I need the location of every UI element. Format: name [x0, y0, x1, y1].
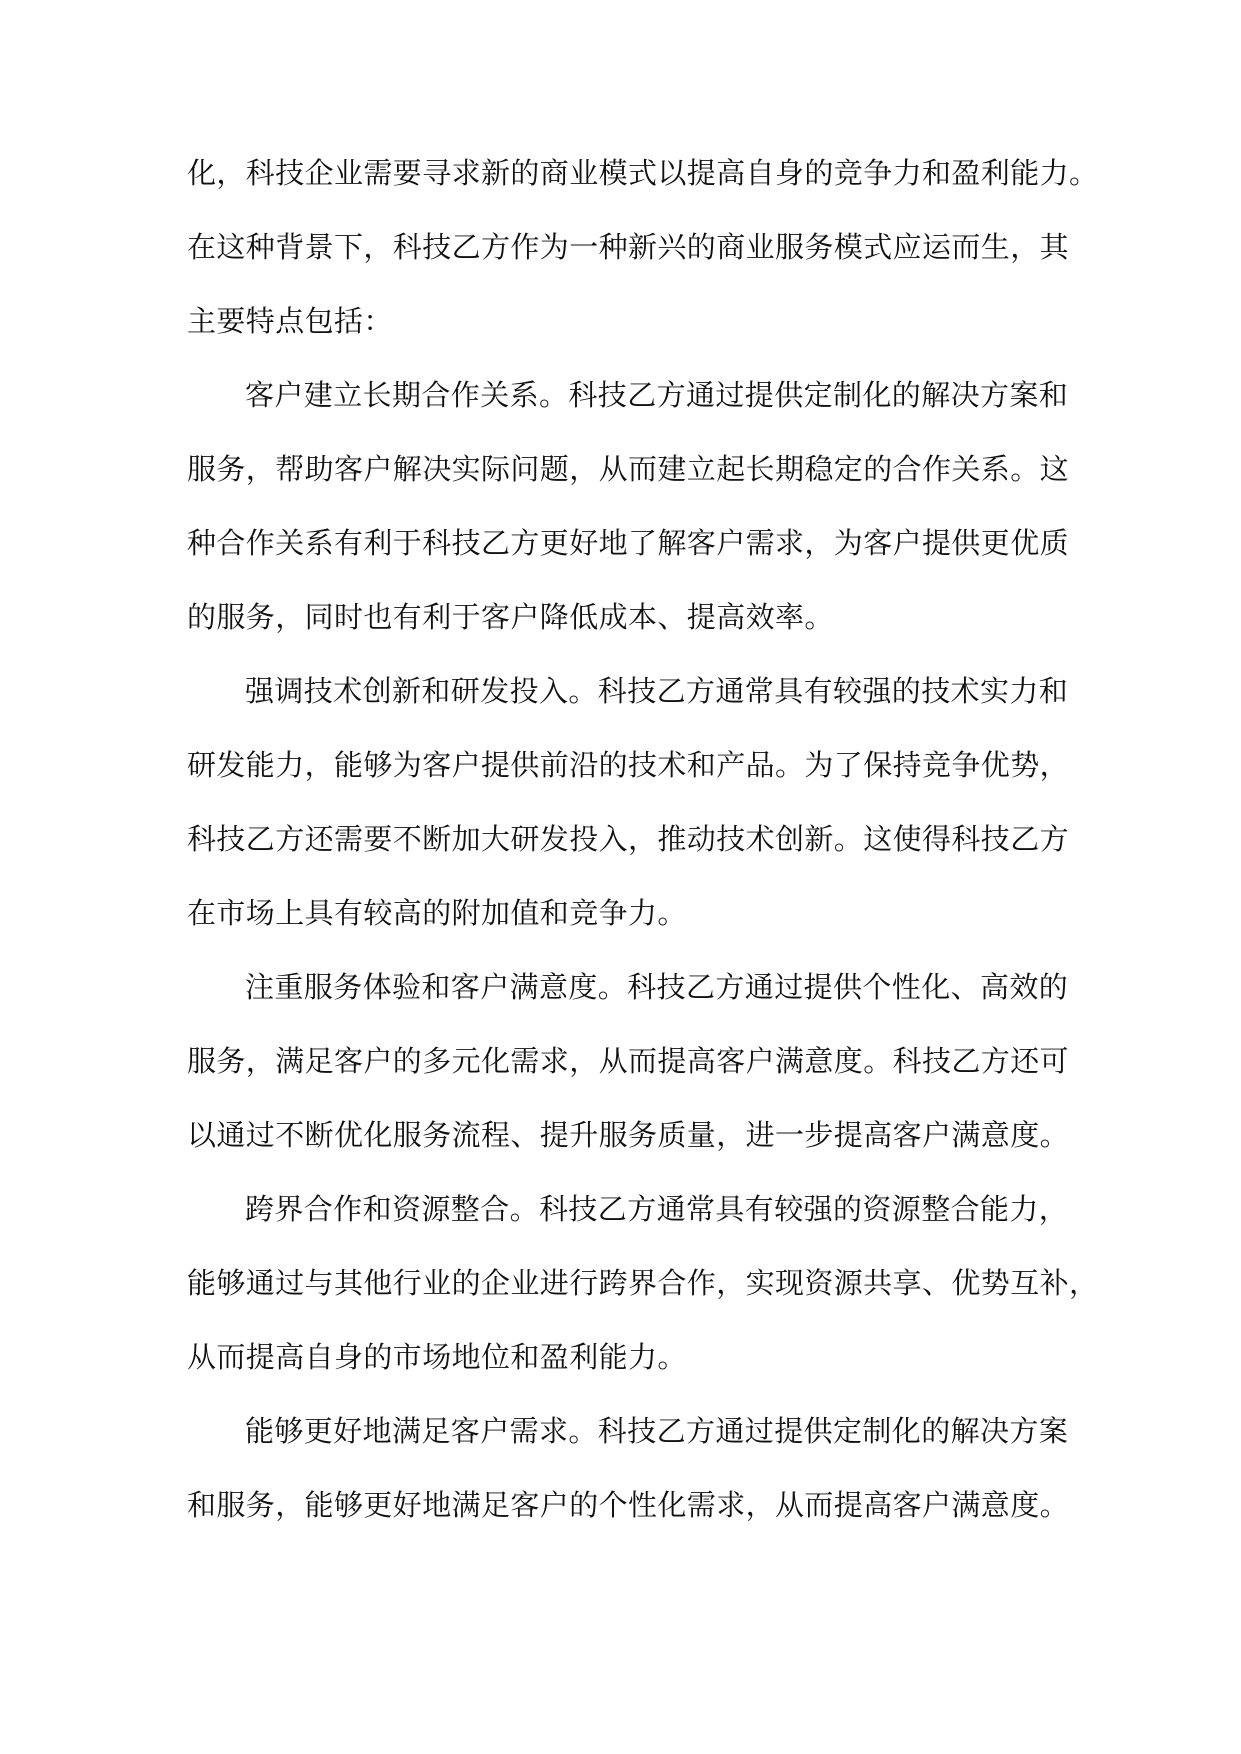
paragraph-first-line: 跨界合作和资源整合。科技乙方通常具有较强的资源整合能力， — [245, 1192, 1069, 1226]
text-line: 以通过不断优化服务流程、提升服务质量，进一步提高客户满意度。 — [187, 1118, 1070, 1152]
text-line: 化，科技企业需要寻求新的商业模式以提高自身的竞争力和盈利能力。 — [187, 156, 1099, 190]
text-line: 种合作关系有利于科技乙方更好地了解客户需求，为客户提供更优质 — [187, 526, 1070, 560]
paragraph-first-line: 客户建立长期合作关系。科技乙方通过提供定制化的解决方案和 — [245, 378, 1069, 412]
text-line: 和服务，能够更好地满足客户的个性化需求，从而提高客户满意度。 — [187, 1488, 1070, 1522]
text-line: 服务，满足客户的多元化需求，从而提高客户满意度。科技乙方还可 — [187, 1044, 1070, 1078]
text-line: 科技乙方还需要不断加大研发投入，推动技术创新。这使得科技乙方 — [187, 822, 1070, 856]
paragraph-first-line: 能够更好地满足客户需求。科技乙方通过提供定制化的解决方案 — [245, 1414, 1069, 1448]
text-line: 的服务，同时也有利于客户降低成本、提高效率。 — [187, 600, 834, 634]
text-line: 服务，帮助客户解决实际问题，从而建立起长期稳定的合作关系。这 — [187, 452, 1070, 486]
text-line: 在这种背景下，科技乙方作为一种新兴的商业服务模式应运而生，其 — [187, 230, 1070, 264]
paragraph-first-line: 强调技术创新和研发投入。科技乙方通常具有较强的技术实力和 — [245, 674, 1069, 708]
text-line: 研发能力，能够为客户提供前沿的技术和产品。为了保持竞争优势， — [187, 748, 1070, 782]
text-line: 能够通过与其他行业的企业进行跨界合作，实现资源共享、优势互补， — [187, 1266, 1099, 1300]
paragraph-first-line: 注重服务体验和客户满意度。科技乙方通过提供个性化、高效的 — [245, 970, 1069, 1004]
text-line: 在市场上具有较高的附加值和竞争力。 — [187, 896, 687, 930]
text-line: 主要特点包括： — [187, 304, 393, 338]
text-line: 从而提高自身的市场地位和盈利能力。 — [187, 1340, 687, 1374]
